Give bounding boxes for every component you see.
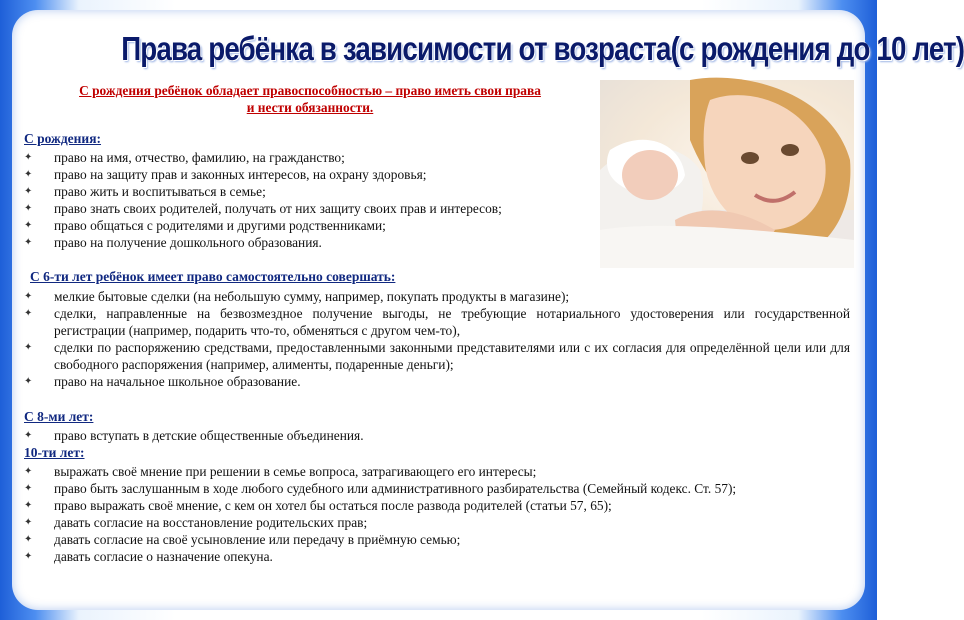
children-illustration [600, 80, 854, 268]
bullet-icon: ✦ [24, 152, 33, 163]
list-item: ✦ право знать своих родителей, получать от них защиту своих прав и интересов; [24, 201, 502, 216]
list-item: ✦ право на защиту прав и законных интересов, на охрану здоровья; [24, 167, 427, 182]
bullet-icon: ✦ [24, 169, 33, 180]
bullet-icon: ✦ [24, 220, 33, 231]
list-age-6 [24, 288, 850, 390]
section-heading-age-6: С 6-ти лет ребёнок имеет право самостоятельно совершать: [30, 269, 396, 284]
bullet-icon: ✦ [24, 186, 33, 197]
list-item: ✦ сделки по распоряжению средствами, предоставленными законными представителями или с их согласия для определённой цели или для свободного распоряжения (например, алименты, подаренные деньги); [24, 340, 850, 372]
bullet-icon: ✦ [24, 517, 33, 528]
list-age-8 [24, 427, 850, 444]
list-item: ✦ сделки, направленные на безвозмездное получение выгоды, не требующие нотариального удостоверения или государственной регистрации (например, подарить что-то, обменяться с другом чем-то), [24, 306, 850, 338]
list-item: ✦ давать согласие на восстановление родительских прав; [24, 515, 368, 530]
list-item: ✦ давать согласие о назначение опекуна. [24, 549, 273, 564]
bullet-icon: ✦ [24, 291, 33, 302]
bullet-icon: ✦ [24, 342, 33, 353]
list-item: ✦ мелкие бытовые сделки (на небольшую сумму, например, покупать продукты в магазине); [24, 289, 570, 304]
bullet-icon: ✦ [24, 483, 33, 494]
intro-line-1: С рождения ребёнок обладает правоспособностью – право иметь свои права [79, 83, 541, 98]
list-item: ✦ право выражать своё мнение, с кем он хотел бы остаться после развода родителей (статьи 57, 65); [24, 498, 612, 513]
section-heading-age-10: 10-ти лет: [24, 445, 85, 460]
list-age-10 [24, 463, 850, 565]
list-item: ✦ право жить и воспитываться в семье; [24, 184, 266, 199]
bullet-icon: ✦ [24, 500, 33, 511]
children-photo [600, 80, 854, 268]
list-item: ✦ выражать своё мнение при решении в семье вопроса, затрагивающего его интересы; [24, 464, 537, 479]
bullet-icon: ✦ [24, 466, 33, 477]
list-item: ✦ право вступать в детские общественные объединения. [24, 428, 364, 443]
bullet-icon: ✦ [24, 430, 33, 441]
list-item: ✦ право общаться с родителями и другими родственниками; [24, 218, 386, 233]
bullet-icon: ✦ [24, 308, 33, 319]
bullet-icon: ✦ [24, 534, 33, 545]
bullet-icon: ✦ [24, 376, 33, 387]
list-birth [24, 149, 600, 251]
page-title: Права ребёнка в зависимости от возраста(с рождения до 10 лет) [121, 30, 964, 67]
list-item: ✦ право на имя, отчество, фамилию, на гражданство; [24, 150, 345, 165]
bullet-icon: ✦ [24, 237, 33, 248]
section-heading-birth: С рождения: [24, 131, 102, 146]
bullet-icon: ✦ [24, 203, 33, 214]
bullet-icon: ✦ [24, 551, 33, 562]
list-item: ✦ давать согласие на своё усыновление или передачу в приёмную семью; [24, 532, 461, 547]
intro-text [20, 82, 600, 116]
intro-line-2: и нести обязанности. [246, 100, 374, 115]
list-item: ✦ право быть заслушанным в ходе любого судебного или административного разбирательства (Семейный кодекс. Ст. 57); [24, 481, 737, 496]
list-item: ✦ право на начальное школьное образование. [24, 374, 301, 389]
section-heading-age-8: С 8-ми лет: [24, 409, 94, 424]
list-item: ✦ право на получение дошкольного образования. [24, 235, 322, 250]
